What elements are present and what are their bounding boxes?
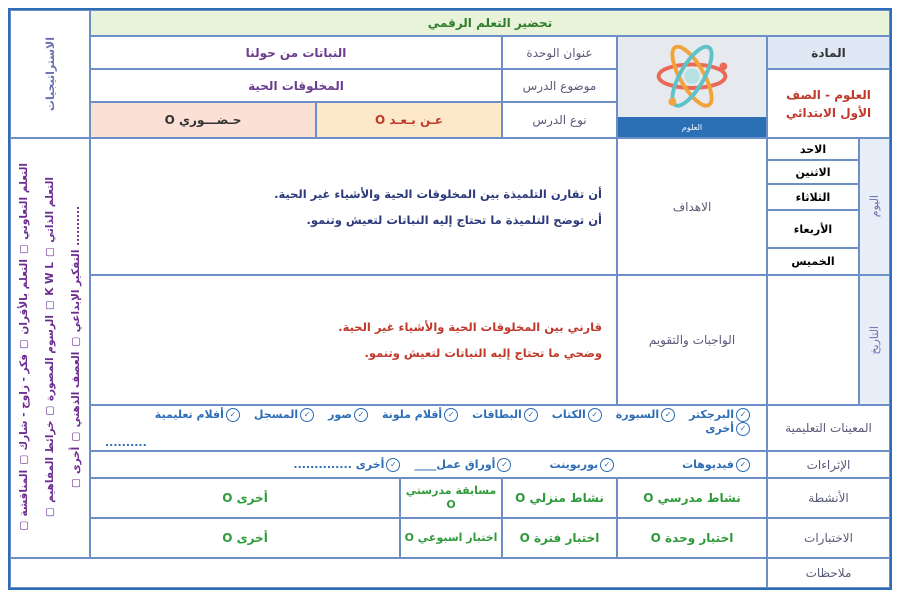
aid-book[interactable]: ✓الكتاب bbox=[552, 408, 604, 422]
aids-label: المعينات التعليمية bbox=[767, 405, 890, 451]
strategies-label-cell bbox=[10, 10, 90, 138]
test-weekly[interactable]: اختبار اسبوعي O bbox=[400, 518, 502, 558]
homework-1: قارني بين المخلوقات الحية والأشياء غير الحية. bbox=[338, 320, 602, 334]
activity-other[interactable]: أخرى O bbox=[90, 478, 400, 518]
inperson-option[interactable]: حـضـــوري O bbox=[90, 102, 316, 138]
objective-1: أن تقارن التلميذة بين المخلوقات الحية والأشياء غير الحية. bbox=[274, 186, 602, 201]
aid-cards[interactable]: ✓البطاقات bbox=[472, 408, 540, 422]
aid-images[interactable]: ✓صور bbox=[328, 408, 370, 422]
remote-option[interactable]: عـن بـعـد O bbox=[316, 102, 502, 138]
aid-more: .......... bbox=[105, 435, 147, 449]
activities-label: الأنشطة bbox=[767, 478, 890, 518]
strategies-list bbox=[10, 138, 90, 558]
homework-text bbox=[90, 275, 617, 405]
unit-label: عنوان الوحدة bbox=[502, 36, 617, 69]
aid-board[interactable]: ✓السبورة bbox=[616, 408, 677, 422]
subject-label: المادة bbox=[767, 36, 890, 69]
enrich-worksheets[interactable]: ✓أوراق عمل____ bbox=[414, 458, 513, 472]
aids-options bbox=[90, 405, 767, 451]
strategies-title: الاستراتيجيات bbox=[43, 36, 57, 112]
strategies-col-3[interactable]: ▢ التفكير الإبداعي ▢ العصف الذهني ▢ أخرى .......... bbox=[70, 206, 82, 490]
enrich-powerpoint[interactable]: ✓بوربوينت bbox=[549, 458, 616, 472]
date-label: التاريخ bbox=[868, 325, 881, 355]
day-sunday[interactable]: الاحد bbox=[767, 138, 859, 160]
aid-projector[interactable]: ✓البرجكتر bbox=[689, 408, 752, 422]
subject-value: العلوم - الصف الأول الابتدائي bbox=[767, 69, 890, 138]
unit-value: النباتات من حولنا bbox=[90, 36, 502, 69]
day-monday[interactable]: الاثنين bbox=[767, 160, 859, 184]
date-value-cell[interactable] bbox=[767, 275, 859, 405]
activity-school[interactable]: نشاط مدرسي O bbox=[617, 478, 767, 518]
homework-label: الواجبات والتقويم bbox=[617, 275, 767, 405]
day-thursday[interactable]: الخميس bbox=[767, 248, 859, 275]
test-term[interactable]: اختبار فترة O bbox=[502, 518, 617, 558]
test-other[interactable]: أخرى O bbox=[90, 518, 400, 558]
lesson-type-label: نوع الدرس bbox=[502, 102, 617, 138]
enrichment-label: الإثراءات bbox=[767, 451, 890, 478]
date-label-cell bbox=[859, 275, 890, 405]
science-atom-icon bbox=[617, 36, 767, 138]
test-unit[interactable]: اختبار وحدة O bbox=[617, 518, 767, 558]
lesson-label: موضوع الدرس bbox=[502, 69, 617, 102]
lesson-value: المخلوقات الحية bbox=[90, 69, 502, 102]
aid-recorder[interactable]: ✓المسجل bbox=[254, 408, 316, 422]
aid-pens[interactable]: ✓أقلام ملونة bbox=[382, 408, 460, 422]
enrichment-options bbox=[90, 451, 767, 478]
header-title: تحضير التعلم الرقمي bbox=[90, 10, 890, 36]
tests-label: الاختبارات bbox=[767, 518, 890, 558]
objective-2: أن توضح التلميذة ما تحتاج إليه النباتات لتعيش وتنمو. bbox=[306, 212, 602, 227]
icon-caption-bar: العلوم bbox=[617, 117, 767, 137]
aid-films[interactable]: ✓أفلام تعليمية bbox=[155, 408, 242, 422]
notes-label: ملاحظات bbox=[767, 558, 890, 588]
objectives-label: الاهداف bbox=[617, 138, 767, 275]
objectives-text bbox=[90, 138, 617, 275]
day-label: اليوم bbox=[868, 195, 881, 218]
activity-competition[interactable]: مسابقة مدرستي O bbox=[400, 478, 502, 518]
strategies-col-2[interactable]: ▢ الرسوم المصورة ▢ خرائط المفاهيم ▢ K W L ▢ التعلم الذاتي bbox=[44, 177, 56, 519]
notes-field[interactable] bbox=[10, 558, 767, 588]
day-label-cell bbox=[859, 138, 890, 275]
strategies-col-1[interactable]: ▢ التعلم التعاوني ▢ التعلم بالأقران ▢ فكر - زاوج - شارك ▢ المناقشة bbox=[18, 163, 30, 533]
day-wednesday[interactable]: الأربعاء bbox=[767, 210, 859, 248]
day-tuesday[interactable]: الثلاثاء bbox=[767, 184, 859, 210]
aid-other[interactable]: ✓أخرى bbox=[705, 422, 752, 436]
enrich-other[interactable]: ✓أخرى .............. bbox=[293, 458, 402, 472]
homework-2: وضحي ما تحتاج إليه النباتات لتعيش وتنمو. bbox=[364, 346, 602, 360]
enrich-videos[interactable]: ✓فيديوهات bbox=[682, 458, 752, 472]
atom-icon bbox=[617, 37, 767, 117]
activity-home[interactable]: نشاط منزلي O bbox=[502, 478, 617, 518]
